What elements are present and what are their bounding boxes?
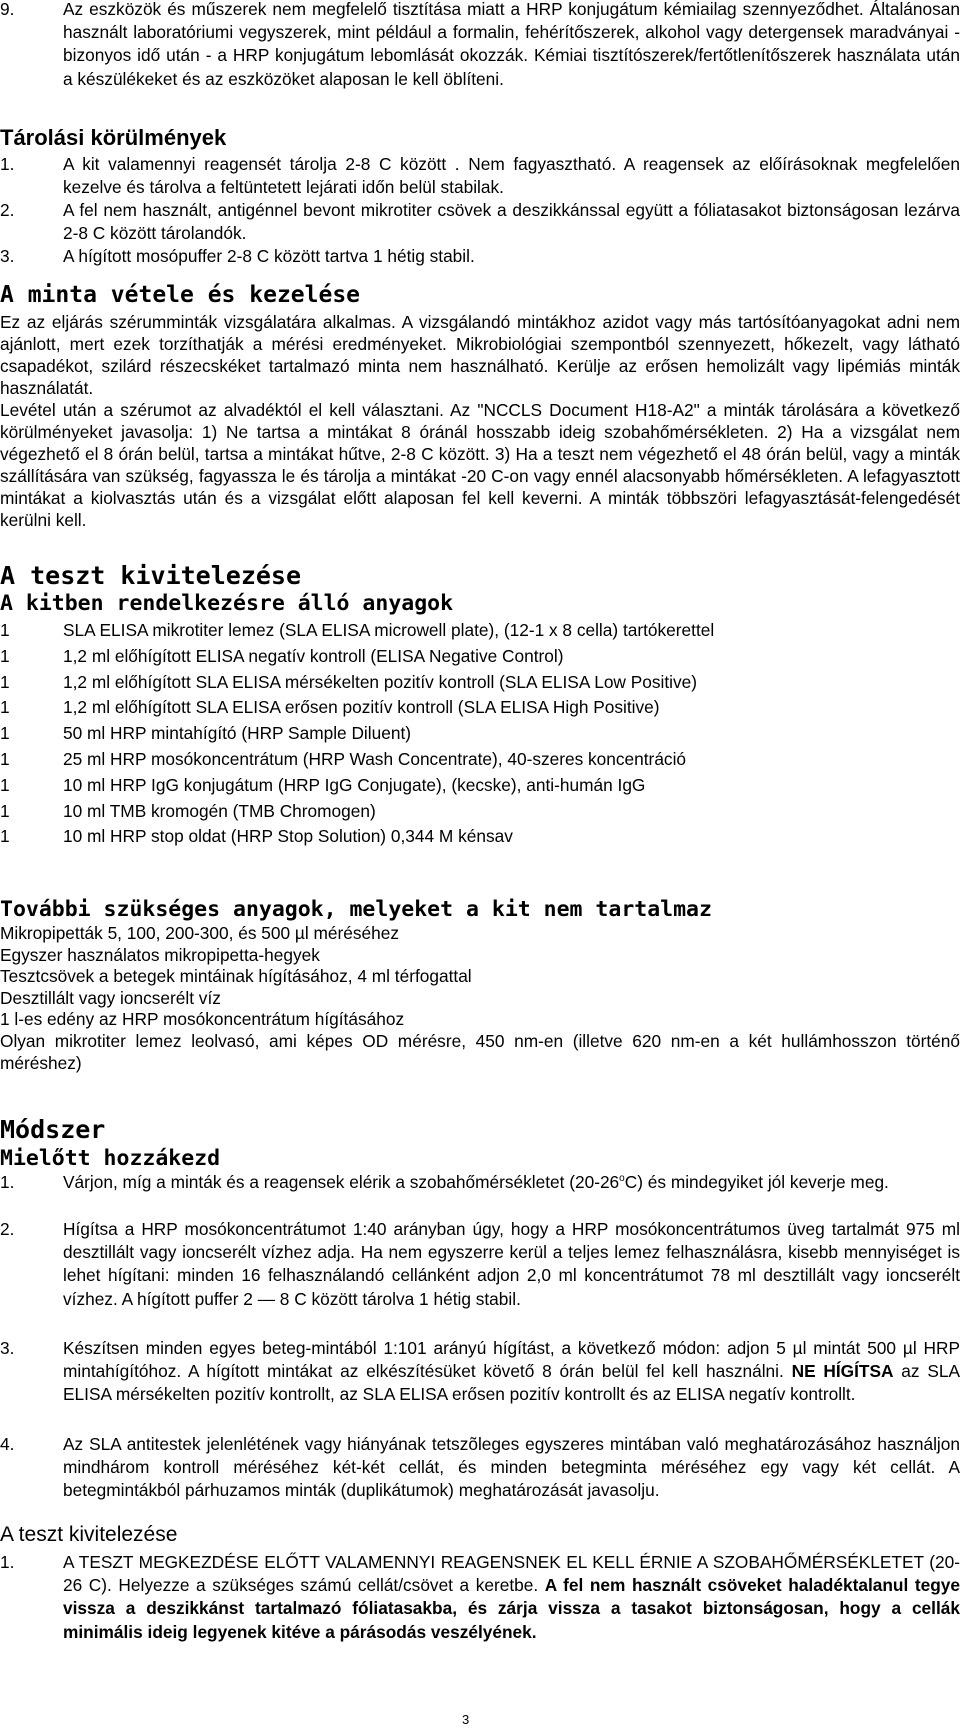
extra-materials-heading: További szükséges anyagok, melyeket a kit nem tartalmaz: [0, 897, 712, 922]
material-text: 50 ml HRP mintahígító (HRP Sample Diluent): [63, 723, 412, 744]
extra-materials-list: [0, 923, 960, 1074]
extra-material-item: Mikropipetták 5, 100, 200-300, és 500 µl méréséhez: [0, 923, 400, 943]
test-heading: A teszt kivitelezése: [0, 561, 302, 590]
list-text: A fel nem használt, antigénnel bevont mikrotiter csövek a deszikkánssal együtt a fóliatasakot biztonságosan lezárva 2-8 C között tárolandók.: [63, 200, 960, 244]
material-text: 25 ml HRP mosókoncentrátum (HRP Wash Concentrate), 40-szeres koncentráció: [63, 748, 687, 769]
list-text: A hígított mosópuffer 2-8 C között tartva 1 hétig stabil.: [63, 246, 475, 266]
material-row: [0, 670, 960, 696]
list-text: A TESZT MEGKEZDÉSE ELŐTT VALAMENNYI REAGENSNEK EL KELL ÉRNIE A SZOBAHŐMÉRSÉKLETET (20-26 C). Helyezze a szükséges számú cellát/csövet a keretbe. A fel nem használt csöveket haladéktalanul tegye vissza a deszikkánst tartalmazó fóliatasakba, és zárja vissza a tasakot biztonságosan, hogy a cellák minimális ideig legyenek kitéve a párásodás veszélyének.: [63, 1552, 960, 1642]
list-number: 1.: [0, 1552, 15, 1572]
method-item-1: [0, 1171, 960, 1194]
list-text: Készítsen minden egyes beteg-mintából 1:101 arányú hígítást, a következő módon: adjon 5 µl mintát 500 µl HRP mintahígítóhoz. A hígított mintákat az elkészítésüket követő 8 órán belül fel kell használni. NE HÍGÍTSA az SLA ELISA mérsékelten pozitív kontrollt, az SLA ELISA erősen pozitív kontrollt és az ELISA negatív kontrollt.: [63, 1338, 960, 1405]
material-text: 1,2 ml előhígított SLA ELISA erősen pozitív kontroll (SLA ELISA High Positive): [63, 697, 660, 718]
extra-material-item-last: Olyan mikrotiter lemez leolvasó, ami képes OD mérésre, 450 nm-en (illetve 620 nm-en a két hullámhosszon történő méréshez): [0, 1030, 960, 1073]
material-row: [0, 644, 960, 670]
material-row: [0, 773, 960, 799]
list-number: 2.: [0, 200, 15, 220]
storage-heading: Tárolási körülmények: [0, 125, 227, 150]
sample-paragraph-1: Ez az eljárás szérumminták vizsgálatára alkalmas. A vizsgálandó mintákhoz azidot vagy más tartósítóanyagokat adni nem ajánlott, mert ezek torzíthatják a mérési eredményeket. Mikrobiológiai szempontból szennyezett, hőkezelt, vagy látható csapadékot, szilárd részecskéket tartalmazó minta nem használható. Kerülje az erősen hemolizált vagy lipémiás minták használatát.: [0, 312, 960, 398]
material-qty: 1: [0, 774, 10, 795]
list-item-9: [0, 0, 960, 91]
list-number: 3.: [0, 246, 15, 266]
list-number: 1.: [0, 154, 15, 174]
before-start-heading: Mielőtt hozzákezd: [0, 1146, 221, 1171]
sample-heading: A minta vétele és kezelése: [0, 282, 361, 308]
list-number: 2.: [0, 1219, 15, 1239]
extra-material-item: Tesztcsövek a betegek mintáinak hígításához, 4 ml térfogattal: [0, 966, 472, 987]
material-text: 1,2 ml előhígított ELISA negatív kontroll (ELISA Negative Control): [63, 645, 564, 666]
material-text: 1,2 ml előhígított SLA ELISA mérsékelten pozitív kontroll (SLA ELISA Low Positive): [63, 671, 697, 692]
method-item-2: [0, 1218, 960, 1311]
material-row: [0, 824, 960, 850]
list-number: 9.: [0, 0, 15, 19]
sample-paragraph-2: Levétel után a szérumot az alvadéktól el kell választani. Az "NCCLS Document H18-A2" a minták tárolására a következő körülményeket javasolja: 1) Ne tartsa a mintákat 8 óránál hosszabb ideig szobahőmérsékleten. 2) Ha a vizsgálat nem végezhető el 8 órán belül, tartsa a mintákat hűtve, 2-8 C között. 3) Ha a teszt nem végezhető el 48 órán belül, vagy a minták szállítására van szükség, fagyassza le és tárolja a mintákat -20 C-on vagy ennél alacsonyabb hőmérsékleten. A lefagyasztott mintákat a kiolvasztás után és a vizsgálat előtt alaposan fel kell keverni. A minták többszöri lefagyasztását-felengedését kerülni kell.: [0, 400, 960, 530]
list-text: A kit valamennyi reagensét tárolja 2-8 C között . Nem fagyasztható. A reagensek az előírásoknak megfelelően kezelve és tárolva a feltüntetett lejárati időn belül stabilak.: [63, 154, 960, 198]
material-row: [0, 747, 960, 773]
material-text: 10 ml HRP IgG konjugátum (HRP IgG Conjugate), (kecske), anti-humán IgG: [63, 774, 646, 795]
page-number: 3: [462, 1712, 470, 1727]
material-qty: 1: [0, 671, 10, 692]
list-number: 4.: [0, 1434, 15, 1454]
list-number: 1.: [0, 1172, 15, 1192]
material-qty: 1: [0, 800, 10, 821]
list-text: Várjon, míg a minták és a reagensek elérik a szobahőmérsékletet (20-26$^o$C) és mindegyiket jól keverje meg.: [63, 1172, 889, 1192]
list-text: Az eszközök és műszerek nem megfelelő tisztítása miatt a HRP konjugátum kémiailag szennyeződhet. Általánosan használt laboratóriumi vegyszerek, mint például a formalin, fehérítőszerek, alkohol vagy detergensek maradványai - bizonyos idő után - a HRP konjugátum lebomlását okozzák. Kémiai tisztítószerek/fertőtlenítőszerek használata után a készülékeket és az eszközöket alaposan le kell öblíteni.: [63, 0, 960, 89]
material-qty: 1: [0, 645, 10, 666]
list-text: Az SLA antitestek jelenlétének vagy hiányának tetszõleges egyszeres mintában való meghatározásához használjon mindhárom kontroll méréséhez két-két cellát, és minden betegminta méréséhez egy vagy két cellát. A betegmintákból párhuzamos minták (duplikátumok) meghatározását javasolju.: [63, 1434, 960, 1501]
storage-item-1: [0, 153, 960, 199]
material-qty: 1: [0, 748, 10, 769]
material-qty: 1: [0, 620, 10, 640]
extra-material-item: Egyszer használatos mikropipetta-hegyek: [0, 944, 320, 965]
method-item-4: [0, 1433, 960, 1503]
storage-item-2: [0, 199, 960, 245]
storage-item-3: [0, 245, 960, 268]
method-heading: Módszer: [0, 1115, 106, 1144]
list-text: Hígítsa a HRP mosókoncentrátumot 1:40 arányban úgy, hogy a HRP mosókoncentrátumos üveg tartalmát 975 ml desztillált vagy ioncserélt vízhez adja. Ha nem egyszerre kerül a teljes lemez felhasználásra, kisebb mennyiséget is lehet hígítani: minden 16 felhasználandó cellánként adjon 2,0 ml koncentrátumot 78 ml desztillált vagy ioncserélt vízhez. A hígított puffer 2 — 8 C között tárolva 1 hétig stabil.: [63, 1219, 960, 1309]
materials-list: [0, 618, 960, 850]
material-qty: 1: [0, 826, 10, 847]
material-qty: 1: [0, 697, 10, 718]
list-number: 3.: [0, 1338, 15, 1358]
material-row: [0, 799, 960, 825]
material-row: [0, 721, 960, 747]
extra-material-item: Desztillált vagy ioncserélt víz: [0, 987, 221, 1008]
material-text: SLA ELISA mikrotiter lemez (SLA ELISA microwell plate), (12-1 x 8 cella) tartókerettel: [63, 620, 715, 640]
materials-heading: A kitben rendelkezésre álló anyagok: [0, 591, 454, 616]
execution-heading: A teszt kivitelezése: [0, 1523, 178, 1546]
method-item-3: [0, 1337, 960, 1407]
material-text: 10 ml TMB kromogén (TMB Chromogen): [63, 800, 376, 821]
material-qty: 1: [0, 723, 10, 744]
execution-item-1: [0, 1551, 960, 1644]
material-text: 10 ml HRP stop oldat (HRP Stop Solution) 0,344 M kénsav: [63, 826, 513, 847]
material-row: [0, 618, 960, 644]
extra-material-item: 1 l-es edény az HRP mosókoncentrátum hígításához: [0, 1009, 405, 1030]
material-row: [0, 695, 960, 721]
